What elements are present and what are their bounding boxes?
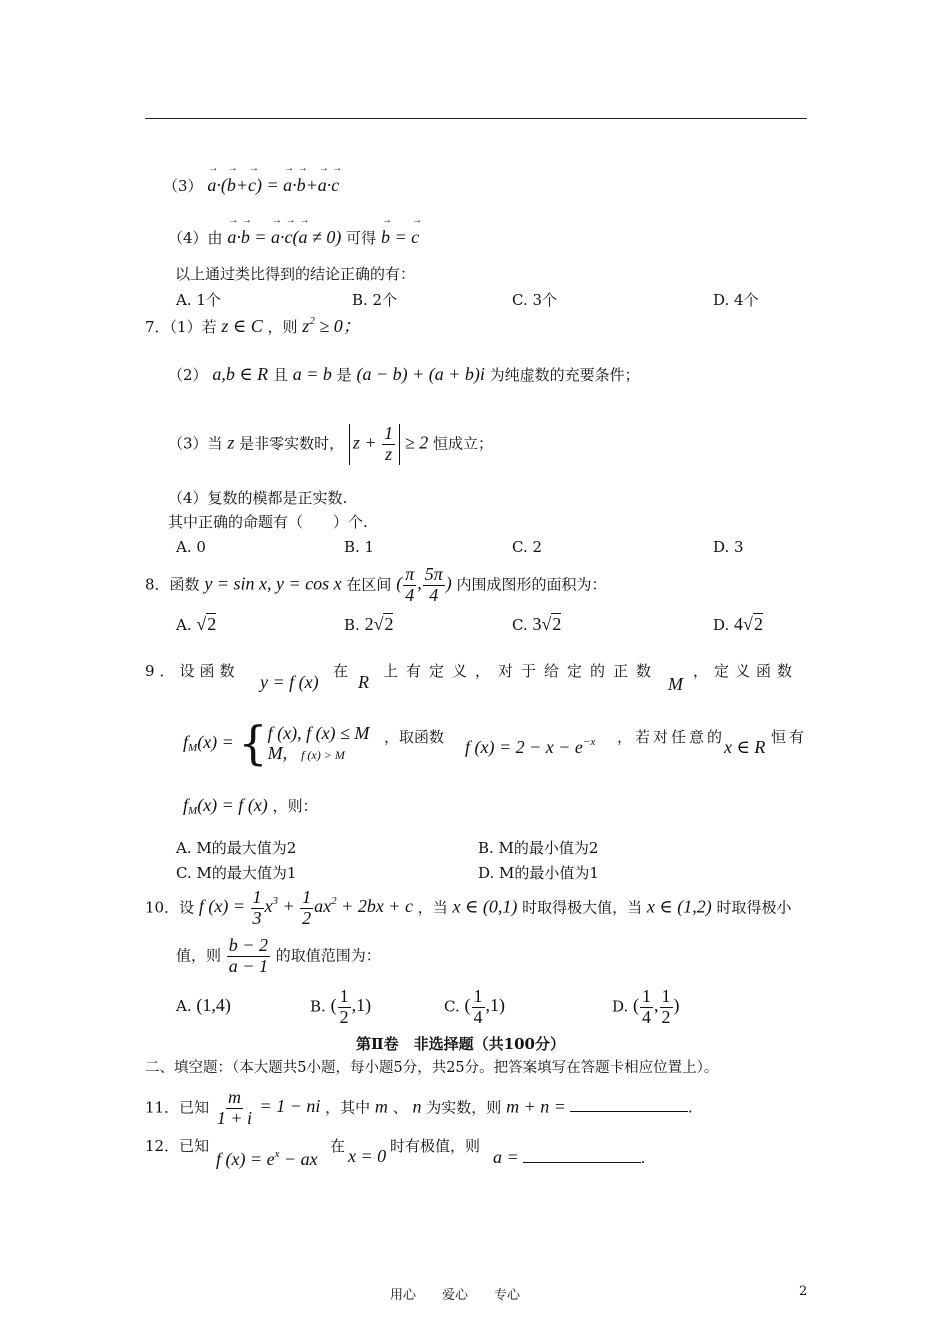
q7-3-abs: z + $\frac{1}{z}$ xyxy=(349,424,400,465)
q11-stem xyxy=(145,1088,693,1129)
q12-func: f $(x) = e^x$ − ax xyxy=(216,1148,318,1169)
item-4-label: （4）由 xyxy=(168,229,223,247)
q7-item-2 xyxy=(168,364,640,386)
q12-stem-a: 12．已知 xyxy=(145,1137,210,1155)
q11-answer-blank[interactable] xyxy=(570,1095,688,1112)
q11-text-c: 、 xyxy=(392,1098,408,1117)
q10-min-interval: x ∈ (1,2) xyxy=(646,896,712,917)
q8-option-d-value: 4√2 xyxy=(734,614,763,634)
q10-text-f: 的取值范围为： xyxy=(275,946,381,965)
q8-option-b-value: 2√2 xyxy=(364,614,394,634)
q7-3-text-b: 是非零实数时， xyxy=(239,434,345,453)
q7-question: 其中正确的命题有（ ）个. xyxy=(168,513,368,531)
q9-func: y = f (x) xyxy=(260,672,319,692)
q7-1-formula-a: z ∈ C xyxy=(221,316,263,336)
q8-option-a xyxy=(176,614,216,635)
q6-option-c: C. 3个 xyxy=(512,291,558,309)
q8-option-d-label: D. xyxy=(713,616,730,634)
item-3-label: （3） xyxy=(163,177,203,195)
q10-option-b-label: B. xyxy=(310,997,326,1016)
q7-2-text-d: 为纯虚数的充要条件； xyxy=(489,366,640,384)
q10-option-b-value: ( $\frac{1}{2}$ ,1) xyxy=(330,986,372,1027)
q9-stem-line2 xyxy=(183,716,369,771)
q10-ratio: $\frac{b - 2}{a - 1}$ xyxy=(228,935,268,976)
q9-text-h: ，则： xyxy=(272,797,318,815)
item-4-result: → b = → c xyxy=(381,227,419,247)
q10-option-a-label: A. xyxy=(176,997,192,1015)
q11-n: n xyxy=(412,1096,422,1117)
page-number: 2 xyxy=(799,1284,808,1299)
q11-equation: $\frac{m}{1 + i}$ = 1 − ni xyxy=(216,1087,321,1128)
q9-take-func: f $(x) = 2 - x - e^{-x}$ xyxy=(465,736,596,757)
q10-stem xyxy=(145,888,792,929)
q9-condition: $f_M(x) = f$ (x) xyxy=(183,795,268,817)
q9-text-c: 上有定义，对于给定的正数 xyxy=(383,662,660,680)
q9-option-b: B. M的最小值为2 xyxy=(478,839,599,857)
q12-period: . xyxy=(640,1149,646,1167)
q6-option-a: A. 1个 xyxy=(176,291,221,309)
q9-text-d: ，定义函数 xyxy=(693,662,799,680)
footer-motto: 用心 爱心 专心 xyxy=(390,1288,521,1303)
q9-text-f: ，若对任意的 xyxy=(617,728,726,746)
q8-option-c-label: C. xyxy=(512,616,528,634)
q9-text-a: 9．设函数 xyxy=(145,662,240,680)
q10-max-interval: x ∈ (0,1) xyxy=(452,896,518,917)
q8-option-c-value: 3√2 xyxy=(532,614,562,634)
q9-fm-def: $f_M(x)$ = xyxy=(183,731,239,754)
q12-answer-blank[interactable] xyxy=(523,1146,641,1163)
q7-2-text-b: 且 xyxy=(272,366,288,384)
q9-text-g: 恒有 xyxy=(771,728,808,746)
q11-text-b: ，其中 xyxy=(325,1098,371,1117)
q10-option-c xyxy=(444,987,505,1028)
fill-in-header: 二、填空题：（本大题共5小题，每小题5分，共25分。把答案填写在答题卡相应位置上）。 xyxy=(145,1060,719,1076)
q7-option-b: B. 1 xyxy=(344,538,375,556)
q8-option-d xyxy=(713,614,763,635)
q10-option-b xyxy=(310,987,371,1028)
analogy-question: 以上通过类比得到的结论正确的有： xyxy=(175,265,416,283)
q9-text-b: 在 xyxy=(333,662,349,680)
q7-3-var: z xyxy=(227,432,235,453)
section-2-title: 第Ⅱ卷 非选择题（共100分） xyxy=(356,1035,565,1053)
q9-text-e: ，取函数 xyxy=(384,728,445,746)
q9-m: M xyxy=(668,674,683,694)
q7-item-4: （4）复数的模都是正实数. xyxy=(168,489,348,507)
q12-point: x = 0 xyxy=(348,1146,387,1166)
q7-2-formula-c: (a − b) + (a + b)i xyxy=(356,364,485,384)
q8-interval: ( $\frac{\pi}{4}$ , $\frac{5\pi}{4}$ ) xyxy=(396,564,452,605)
q7-2-formula-a: a,b ∈ R xyxy=(212,364,269,384)
q10-stem-line2 xyxy=(176,936,381,977)
q11-period: . xyxy=(687,1098,693,1117)
item-4 xyxy=(168,227,419,249)
q12-stem-b: 在 xyxy=(330,1137,346,1155)
q10-text-c: 时取得极大值，当 xyxy=(522,898,643,917)
q11-sum: m + n = xyxy=(506,1096,566,1117)
header-rule xyxy=(145,118,807,119)
item-4-then: 可得 xyxy=(346,229,377,247)
q8-option-c xyxy=(512,614,561,635)
q7-2-text-c: 是 xyxy=(336,366,352,384)
q12-a: a = xyxy=(493,1147,519,1167)
q7-3-ineq: ≥ 2 xyxy=(404,432,429,453)
q12-answer xyxy=(493,1146,645,1169)
q8-option-b xyxy=(344,614,393,635)
q7-item-1 xyxy=(145,315,361,338)
q10-func: f (x) = $\frac{1}{3}$ $x^3$ + $\frac{1}{2}$ $ax^2 + 2bx + c$ xyxy=(198,887,413,928)
q9-any-x: x ∈ R xyxy=(724,737,766,757)
q8-text-a: 8．函数 xyxy=(145,575,200,594)
q11-text-d: 为实数，则 xyxy=(426,1098,502,1117)
q8-functions: y = sin x, y = cos x xyxy=(204,573,342,594)
q8-option-a-label: A. xyxy=(176,616,192,634)
q11-text-a: 11．已知 xyxy=(145,1098,210,1117)
q8-option-a-value: √2 xyxy=(196,614,217,634)
item-4-formula: → a·→ b = → a·→ c(→ a ≠ 0) xyxy=(227,227,341,247)
q10-text-d: 时取得极小 xyxy=(716,898,792,917)
q11-m: m xyxy=(374,1096,388,1117)
q10-option-a xyxy=(176,995,231,1016)
q8-stem xyxy=(145,565,607,606)
q7-2-text-a: （2） xyxy=(168,366,208,384)
q9-option-c: C. M的最大值为1 xyxy=(176,864,297,882)
q7-1-formula-b: $z^2 \ge 0$； xyxy=(302,315,361,336)
q10-option-d-label: D. xyxy=(612,997,629,1016)
q7-option-d: D. 3 xyxy=(713,538,744,556)
q7-item-3 xyxy=(168,424,493,465)
q7-option-a: A. 0 xyxy=(176,538,206,556)
q7-3-text-c: 恒成立； xyxy=(433,434,494,453)
q6-option-d: D. 4个 xyxy=(713,291,759,309)
q10-text-e: 值，则 xyxy=(176,946,222,965)
q8-text-c: 内围成图形的面积为： xyxy=(456,575,607,594)
q8-option-b-label: B. xyxy=(344,616,360,634)
q9-stem-line1 xyxy=(145,662,240,680)
q10-option-c-value: ( $\frac{1}{4}$ ,1) xyxy=(464,986,505,1027)
q12-stem-c: 时有极值，则 xyxy=(390,1137,481,1155)
q10-option-c-label: C. xyxy=(444,997,460,1016)
q10-text-a: 10．设 xyxy=(145,898,195,917)
q9-option-a: A. M的最大值为2 xyxy=(176,839,297,857)
q7-option-c: C. 2 xyxy=(512,538,543,556)
q9-domain: R xyxy=(358,672,369,692)
q7-1-text-a: 7．（1）若 xyxy=(145,318,217,336)
q9-pieces: f (x), f (x) ≤ M M, f (x) > M xyxy=(267,722,370,763)
q7-2-formula-b: a = b xyxy=(292,364,332,384)
q6-option-b: B. 2个 xyxy=(352,291,398,309)
q10-option-a-value: (1,4) xyxy=(196,995,231,1015)
item-3 xyxy=(163,175,339,197)
q9-stem-line3 xyxy=(183,795,318,818)
q10-option-d xyxy=(612,987,680,1028)
q7-1-text-b: ，则 xyxy=(267,318,298,336)
q9-option-d: D. M的最小值为1 xyxy=(478,864,599,882)
item-3-formula: → a·(→ b+→ c) = → a·→ b+→ a·→ c xyxy=(207,175,339,195)
q7-3-text-a: （3）当 xyxy=(168,434,223,453)
q10-option-d-value: ( $\frac{1}{4}$ , $\frac{1}{2}$ ) xyxy=(633,986,680,1027)
q10-text-b: ，当 xyxy=(417,898,448,917)
q9-brace: { xyxy=(238,716,268,770)
q8-text-b: 在区间 xyxy=(346,575,392,594)
